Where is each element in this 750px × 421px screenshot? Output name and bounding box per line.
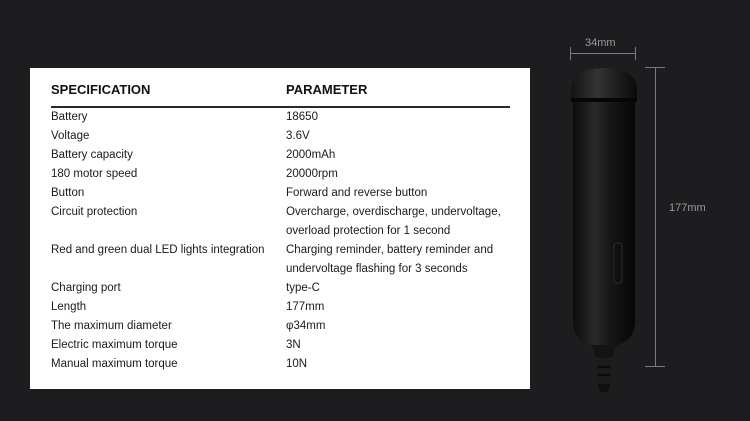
spec-value: Overcharge, overdischarge, undervoltage, overload protection for 1 second [286, 206, 501, 237]
width-dimension-line [570, 53, 636, 54]
spec-name: Electric maximum torque [51, 339, 178, 351]
spec-name: 180 motor speed [51, 168, 138, 180]
spec-value: Forward and reverse button [286, 187, 428, 199]
spec-name: Red and green dual LED lights integration [51, 244, 265, 256]
spec-value: 177mm [286, 301, 325, 313]
spec-value: type-C [286, 282, 320, 294]
spec-name: Voltage [51, 130, 90, 142]
table-header [51, 68, 510, 108]
screwdriver-image [560, 60, 650, 400]
height-dimension-line [655, 67, 656, 367]
spec-value: φ34mm [286, 320, 326, 332]
spec-name: Charging port [51, 282, 121, 294]
spec-table [30, 68, 530, 389]
spec-value: 3N [286, 339, 301, 351]
header-parameter: PARAMETER [286, 82, 368, 97]
spec-value: 10N [286, 358, 308, 370]
spec-name: Circuit protection [51, 206, 138, 218]
spec-name: Manual maximum torque [51, 358, 178, 370]
width-dimension-tick-right [635, 47, 636, 60]
spec-value: 20000rpm [286, 168, 338, 180]
spec-name: The maximum diameter [51, 320, 172, 332]
spec-value: 2000mAh [286, 149, 336, 161]
spec-name: Battery capacity [51, 149, 133, 161]
spec-value: 3.6V [286, 130, 310, 142]
height-dimension-label: 177mm [669, 202, 706, 214]
spec-value: 18650 [286, 111, 318, 123]
header-specification: SPECIFICATION [51, 82, 151, 97]
spec-name: Battery [51, 111, 88, 123]
spec-value: Charging reminder, battery reminder and undervoltage flashing for 3 seconds [286, 244, 494, 275]
width-dimension-label: 34mm [585, 37, 616, 49]
width-dimension-tick-left [570, 47, 571, 60]
spec-name: Button [51, 187, 85, 199]
spec-name: Length [51, 301, 87, 313]
